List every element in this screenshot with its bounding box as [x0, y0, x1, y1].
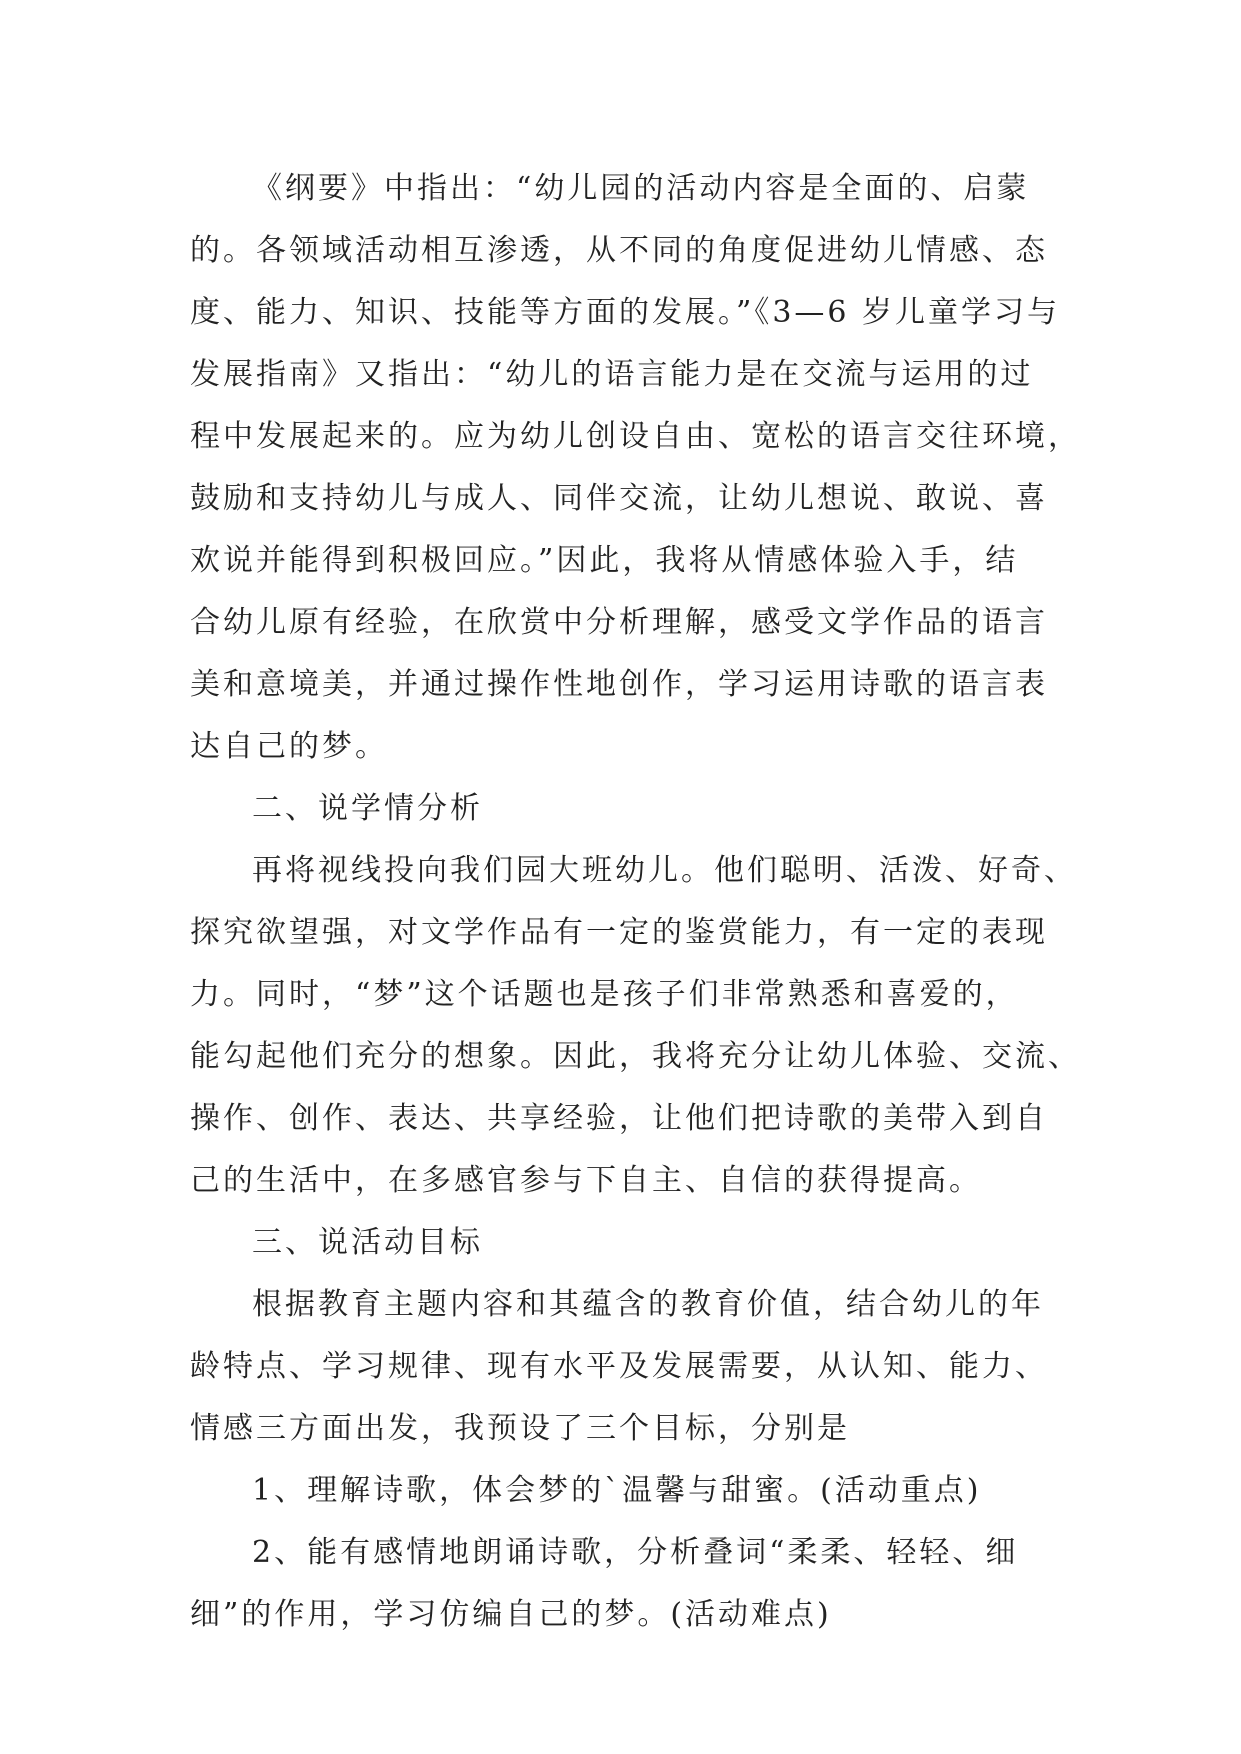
text-line: 《纲要》中指出：“幼儿园的活动内容是全面的、启蒙 — [252, 171, 1030, 206]
text-line: 龄特点、学习规律、现有水平及发展需要，从认知、能力、 — [190, 1349, 1048, 1384]
section-heading: 二、说学情分析 — [252, 791, 483, 826]
text-line: 发展指南》又指出：“幼儿的语言能力是在交流与运用的过 — [190, 357, 1034, 392]
text-line: 根据教育主题内容和其蕴含的教育价值，结合幼儿的年 — [252, 1287, 1044, 1322]
text-line: 达自己的梦。 — [190, 729, 388, 764]
text-line: 再将视线投向我们园大班幼儿。他们聪明、活泼、好奇、 — [252, 853, 1077, 888]
goal-item: 2、能有感情地朗诵诗歌，分析叠词“柔柔、轻轻、细 — [252, 1535, 1019, 1570]
section-heading: 三、说活动目标 — [252, 1225, 483, 1260]
text-line: 度、能力、知识、技能等方面的发展。”《3—6 岁儿童学习与 — [190, 295, 1061, 330]
text-line: 力。同时，“梦”这个话题也是孩子们非常熟悉和喜爱的， — [190, 977, 1019, 1012]
text-line: 欢说并能得到积极回应。”因此，我将从情感体验入手，结 — [190, 543, 1019, 578]
text-line: 的。各领域活动相互渗透，从不同的角度促进幼儿情感、态 — [190, 233, 1048, 268]
text-line: 美和意境美，并通过操作性地创作，学习运用诗歌的语言表 — [190, 667, 1048, 702]
text-line: 细”的作用，学习仿编自己的梦。(活动难点) — [190, 1597, 832, 1632]
text-line: 己的生活中，在多感官参与下自主、自信的获得提高。 — [190, 1163, 982, 1198]
body-text — [190, 158, 1081, 1646]
text-line: 鼓励和支持幼儿与成人、同伴交流，让幼儿想说、敢说、喜 — [190, 481, 1048, 516]
goal-item: 1、理解诗歌，体会梦的`温馨与甜蜜。(活动重点) — [252, 1473, 982, 1508]
text-line: 探究欲望强，对文学作品有一定的鉴赏能力，有一定的表现 — [190, 915, 1048, 950]
text-line: 程中发展起来的。应为幼儿创设自由、宽松的语言交往环境， — [190, 419, 1081, 454]
text-line: 合幼儿原有经验，在欣赏中分析理解，感受文学作品的语言 — [190, 605, 1048, 640]
text-line: 情感三方面出发，我预设了三个目标，分别是 — [190, 1411, 850, 1446]
text-line: 操作、创作、表达、共享经验，让他们把诗歌的美带入到自 — [190, 1101, 1048, 1136]
text-line: 能勾起他们充分的想象。因此，我将充分让幼儿体验、交流、 — [190, 1039, 1081, 1074]
